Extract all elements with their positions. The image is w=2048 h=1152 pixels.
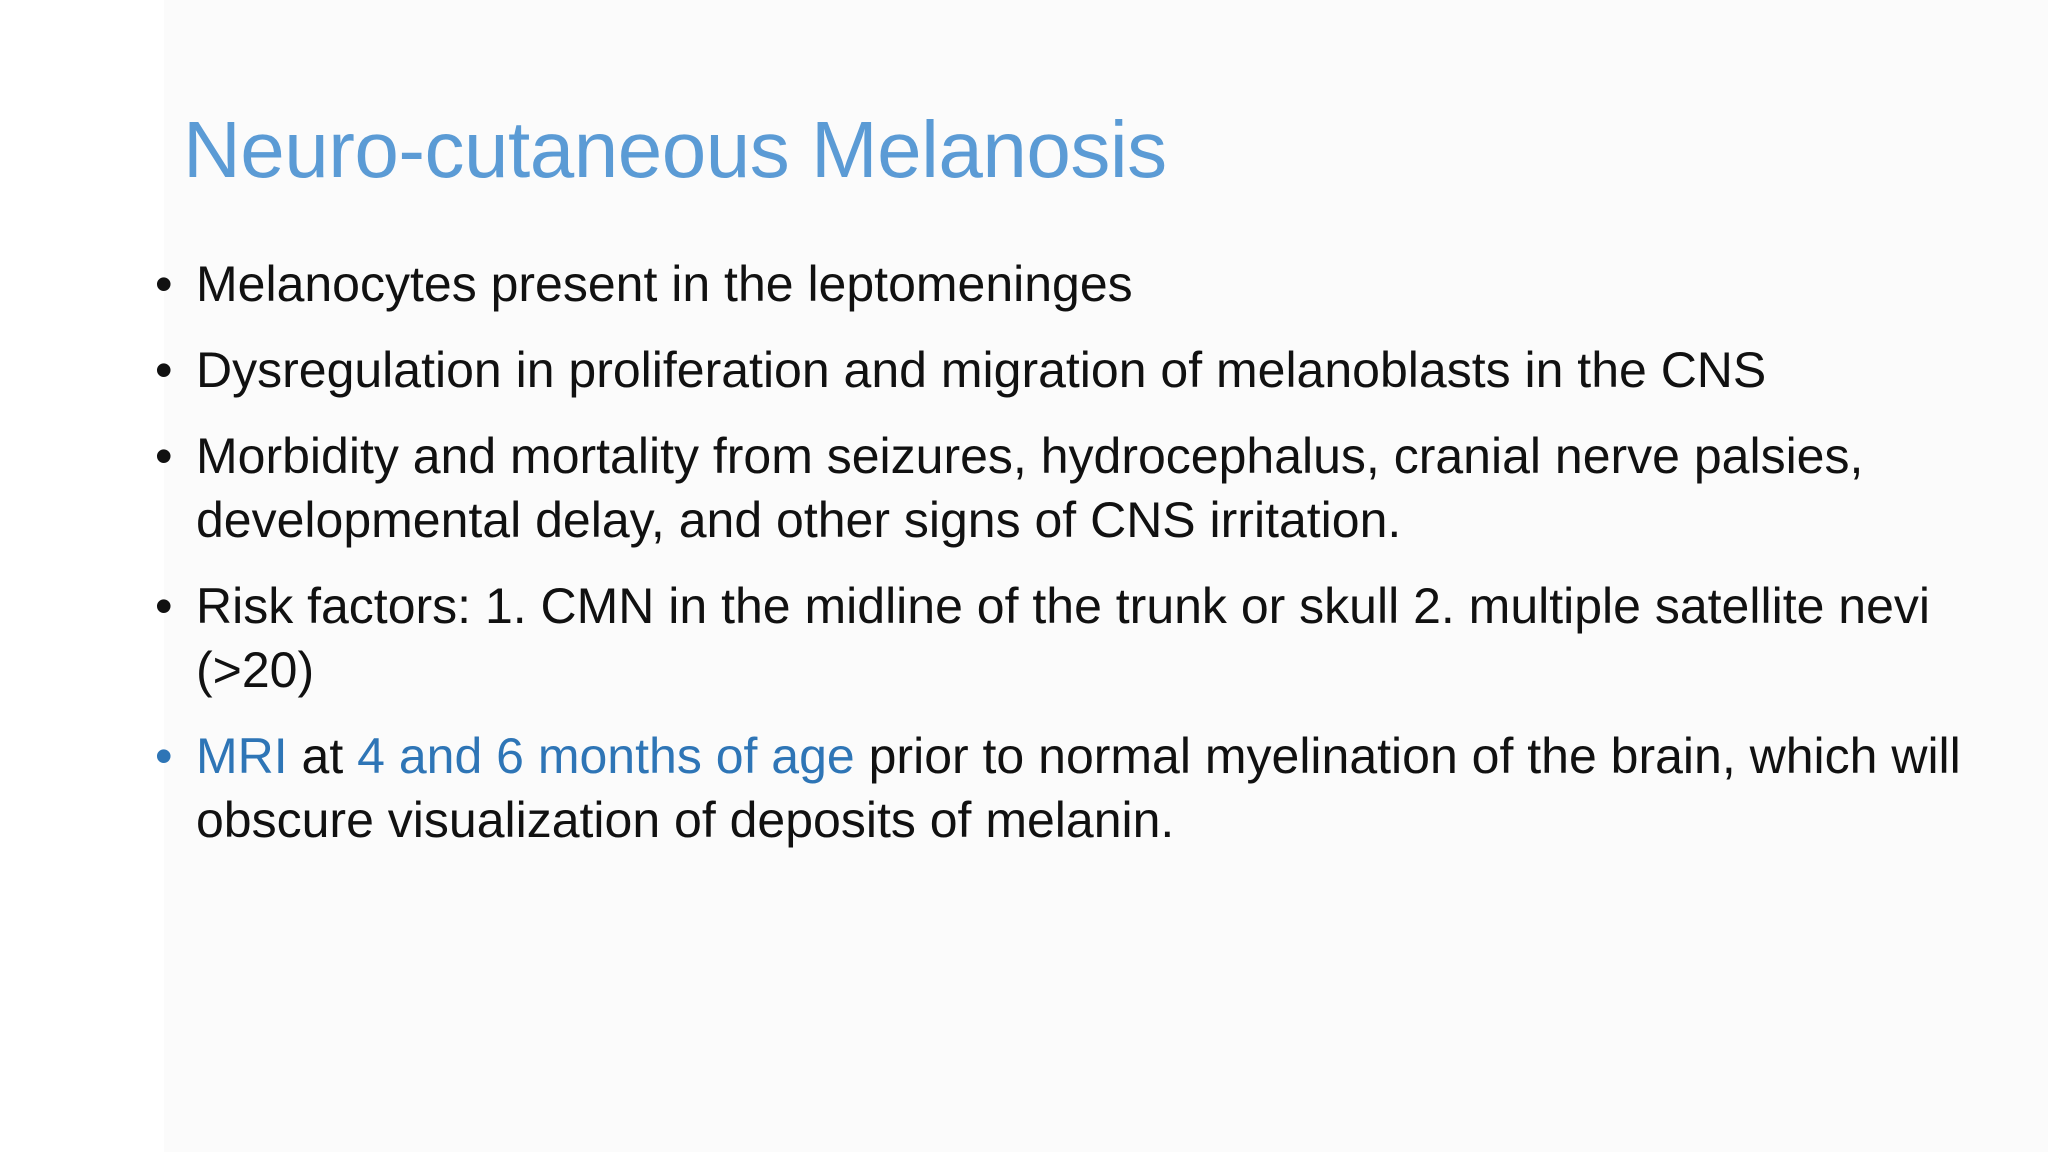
bullet-marker: • (155, 342, 173, 398)
bullet-text: Melanocytes present in the leptomeninges (196, 256, 1133, 312)
bullet-item (155, 574, 1975, 702)
slide-title: Neuro-cutaneous Melanosis (183, 105, 1167, 194)
bullet-item (155, 424, 1975, 552)
bullet-item (155, 252, 1975, 316)
bullet-marker: • (155, 578, 173, 634)
bullet-marker: • (155, 428, 173, 484)
bullet-text (196, 728, 1961, 848)
bullet-marker: • (155, 728, 173, 784)
bullet-text: Dysregulation in proliferation and migration of melanoblasts in the CNS (196, 342, 1767, 398)
bullet-text: Risk factors: 1. CMN in the midline of the trunk or skull 2. multiple satellite nevi (>20) (196, 578, 1931, 698)
connector-text: at (287, 728, 358, 784)
mri-term: MRI (196, 728, 288, 784)
age-term: 4 and 6 months of age (357, 728, 855, 784)
bullet-item-mri (155, 724, 1975, 852)
bullet-item (155, 338, 1975, 402)
bullet-list (155, 252, 1975, 874)
bullet-marker: • (155, 256, 173, 312)
bullet-text: Morbidity and mortality from seizures, hydrocephalus, cranial nerve palsies, developmental delay, and other signs of CNS irritation. (196, 428, 1864, 548)
rest-text: prior to normal myelination of the brain, which will obscure visualization of deposits of melanin. (196, 728, 1961, 848)
